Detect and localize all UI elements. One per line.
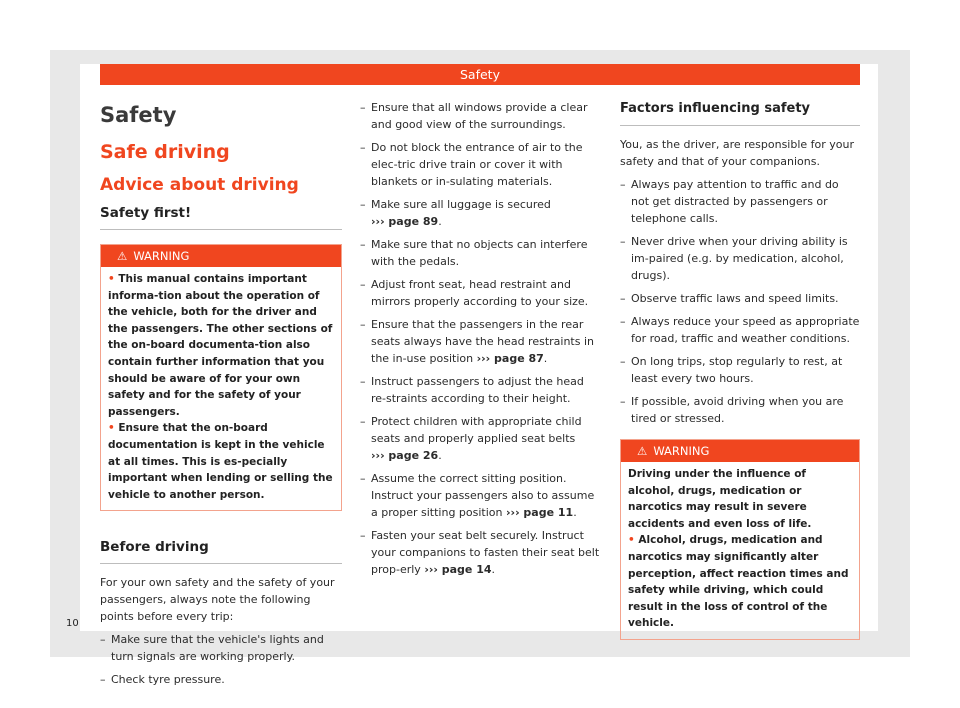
before-driving-intro: For your own safety and the safety of your passengers, always note the following points before every trip: bbox=[100, 576, 335, 624]
warning-triangle-icon: ⚠ bbox=[117, 249, 128, 263]
warning-item: • Alcohol, drugs, medication and narcotics may significantly alter perception, affect reaction times and safety while driving, which could result in the loss of control of the vehicle. bbox=[628, 534, 849, 630]
warning-header bbox=[101, 245, 341, 267]
bullet-dot-icon: • bbox=[628, 534, 639, 547]
list-item: – Ensure that the passengers in the rear seats always have the head restraints in the in-use position ››› page 87. bbox=[360, 316, 602, 367]
page-reference-link[interactable]: ››› page 14 bbox=[424, 563, 492, 576]
column-2 bbox=[360, 99, 602, 584]
factors-intro: You, as the driver, are responsible for your safety and that of your companions. bbox=[620, 138, 855, 168]
list-item: – Assume the correct sitting position. Instruct your passengers also to assume a proper sitting position ››› page 11. bbox=[360, 470, 602, 521]
list-item: – Make sure that no objects can interfere with the pedals. bbox=[360, 236, 602, 270]
list-item: – Protect children with appropriate child seats and properly applied seat belts ››› page 26. bbox=[360, 413, 602, 464]
warning-header bbox=[621, 440, 859, 462]
topic-title: Safety first! bbox=[100, 203, 342, 230]
list-item: – Check tyre pressure. bbox=[100, 671, 342, 688]
page-reference-link[interactable]: ››› page 87 bbox=[476, 352, 544, 365]
list-item: – Always reduce your speed as appropriate for road, traffic and weather conditions. bbox=[620, 313, 860, 347]
warning-triangle-icon: ⚠ bbox=[637, 444, 648, 458]
warning-item: • Ensure that the on-board documentation is kept in the vehicle at all times. This is es-pecially important when lending or selling the vehicle to another person. bbox=[108, 422, 333, 501]
warning-box bbox=[620, 439, 860, 640]
list-item: – Do not block the entrance of air to the elec-tric drive train or cover it with blankets or in-sulating materials. bbox=[360, 139, 602, 190]
warning-lead: Driving under the influence of alcohol, drugs, medication or narcotics may result in severe accidents and even loss of life. bbox=[628, 468, 812, 530]
page-number: 10 bbox=[66, 618, 79, 629]
page-reference-link[interactable]: ››› page 89 bbox=[371, 215, 439, 228]
list-item: – Fasten your seat belt securely. Instruct your companions to fasten their seat belt prop-erly ››› page 14. bbox=[360, 527, 602, 578]
bullet-dot-icon: • bbox=[108, 422, 119, 435]
section-title: Safe driving bbox=[100, 141, 230, 163]
warning-body bbox=[621, 462, 859, 639]
section-banner: Safety bbox=[100, 64, 860, 85]
warning-body bbox=[101, 267, 341, 510]
page-reference-link[interactable]: ››› page 26 bbox=[371, 449, 439, 462]
before-driving-section bbox=[100, 537, 342, 688]
warning-label: WARNING bbox=[133, 249, 190, 263]
list-item: – Adjust front seat, head restraint and mirrors properly according to your size. bbox=[360, 276, 602, 310]
before-driving-title: Before driving bbox=[100, 537, 342, 564]
factors-list bbox=[620, 176, 860, 427]
before-driving-list bbox=[100, 631, 342, 688]
checklist bbox=[360, 99, 602, 578]
list-item: – Never drive when your driving ability is im-paired (e.g. by medication, alcohol, drugs). bbox=[620, 233, 860, 284]
list-item: – Instruct passengers to adjust the head re-straints according to their height. bbox=[360, 373, 602, 407]
factors-title: Factors influencing safety bbox=[620, 99, 860, 126]
column-1 bbox=[100, 95, 342, 694]
list-item: – Observe traffic laws and speed limits. bbox=[620, 290, 860, 307]
list-item: – Make sure all luggage is secured ››› page 89. bbox=[360, 196, 602, 230]
chapter-title: Safety bbox=[100, 103, 177, 127]
column-3 bbox=[620, 99, 860, 640]
list-item: – Always pay attention to traffic and do not get distracted by passengers or telephone calls. bbox=[620, 176, 860, 227]
subsection-title: Advice about driving bbox=[100, 175, 299, 195]
warning-item: • This manual contains important informa-tion about the operation of the vehicle, both for the driver and the passengers. The other sections of the on-board documenta-tion also contain further information that you should be aware of for your own safety and for the safety of your passengers. bbox=[108, 273, 333, 418]
bullet-dot-icon: • bbox=[108, 273, 119, 285]
list-item: – Make sure that the vehicle's lights and turn signals are working properly. bbox=[100, 631, 342, 665]
list-item: – On long trips, stop regularly to rest, at least every two hours. bbox=[620, 353, 860, 387]
list-item: – Ensure that all windows provide a clear and good view of the surroundings. bbox=[360, 99, 602, 133]
warning-box bbox=[100, 244, 342, 511]
warning-label: WARNING bbox=[653, 444, 710, 458]
list-item: – If possible, avoid driving when you are tired or stressed. bbox=[620, 393, 860, 427]
page-reference-link[interactable]: ››› page 11 bbox=[506, 506, 574, 519]
